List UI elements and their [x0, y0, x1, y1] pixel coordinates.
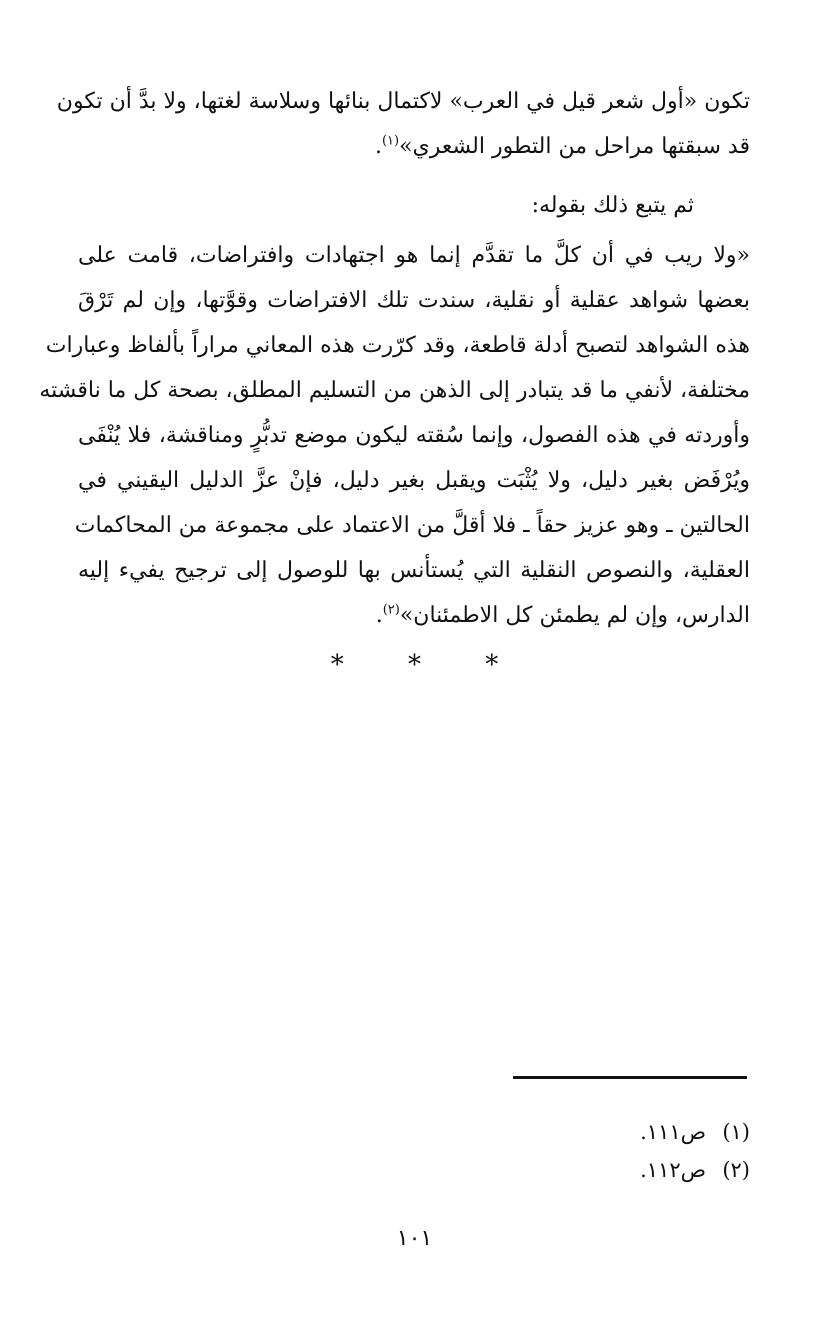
text-line: العقلية، والنصوص النقلية التي يُستأنس بها للوصول إلى ترجيح يفيء إليه [78, 558, 750, 583]
footnote-divider [513, 1076, 747, 1079]
paragraph-continuation [56, 79, 750, 169]
text-line: «ولا ريب في أن كلَّ ما تقدَّم إنما هو اجتهادات وافتراضات، قامت على [78, 243, 750, 268]
text-line: وأوردته في هذه الفصول، وإنما سُقته ليكون موضع تدبُّرٍ ومناقشة، فلا يُنْفَى [78, 423, 750, 448]
quote-paragraph [39, 233, 750, 638]
footnote-reference: (٢) [382, 602, 400, 618]
text-line-content: الدارس، وإن لم يطمئن كل الاطمئنان» [399, 603, 750, 628]
text-line: تكون «أول شعر قيل في العرب» لاكتمال بنائها وسلاسة لغتها، ولا بدَّ أن تكون [56, 89, 750, 114]
text-line: ويُرْفَض بغير دليل، ولا يُثْبَت ويقبل بغير دليل، فإنْ عزَّ الدليل اليقيني في [78, 468, 750, 493]
text-line-content: قد سبقتها مراحل من التطور الشعري» [399, 134, 750, 159]
text-line: مختلفة، لأنفي ما قد يتبادر إلى الذهن من التسليم المطلق، بصحة كل ما ناقشته [39, 378, 750, 403]
text-line: هذه الشواهد لتصبح أدلة قاطعة، وقد كرّرت هذه المعاني مراراً بألفاظ وعبارات [45, 333, 750, 358]
footnote-item [450, 1113, 750, 1151]
section-separator: * * * [330, 650, 527, 680]
footnote-reference: (١) [381, 133, 400, 149]
sentence-end: . [374, 134, 382, 159]
intro-line: ثم يتبع ذلك بقوله: [531, 193, 694, 218]
intro-paragraph [78, 183, 750, 228]
text-line [78, 124, 750, 169]
text-line [78, 593, 750, 638]
footnotes [450, 1113, 750, 1189]
footnote-text: ص١١٢. [640, 1158, 706, 1182]
footnote-number: (١) [722, 1120, 750, 1144]
footnote-item [450, 1151, 750, 1189]
footnote-number: (٢) [722, 1158, 750, 1182]
footnote-text: ص١١١. [640, 1120, 706, 1144]
page-number: ١٠١ [396, 1226, 433, 1251]
text-line: الحالتين ـ وهو عزيز حقاً ـ فلا أقلَّ من الاعتماد على مجموعة من المحاكمات [74, 513, 750, 538]
text-line: بعضها شواهد عقلية أو نقلية، سندت تلك الافتراضات وقوَّتها، وإن لم تَرْقَ [78, 288, 750, 313]
sentence-end: . [375, 603, 383, 628]
